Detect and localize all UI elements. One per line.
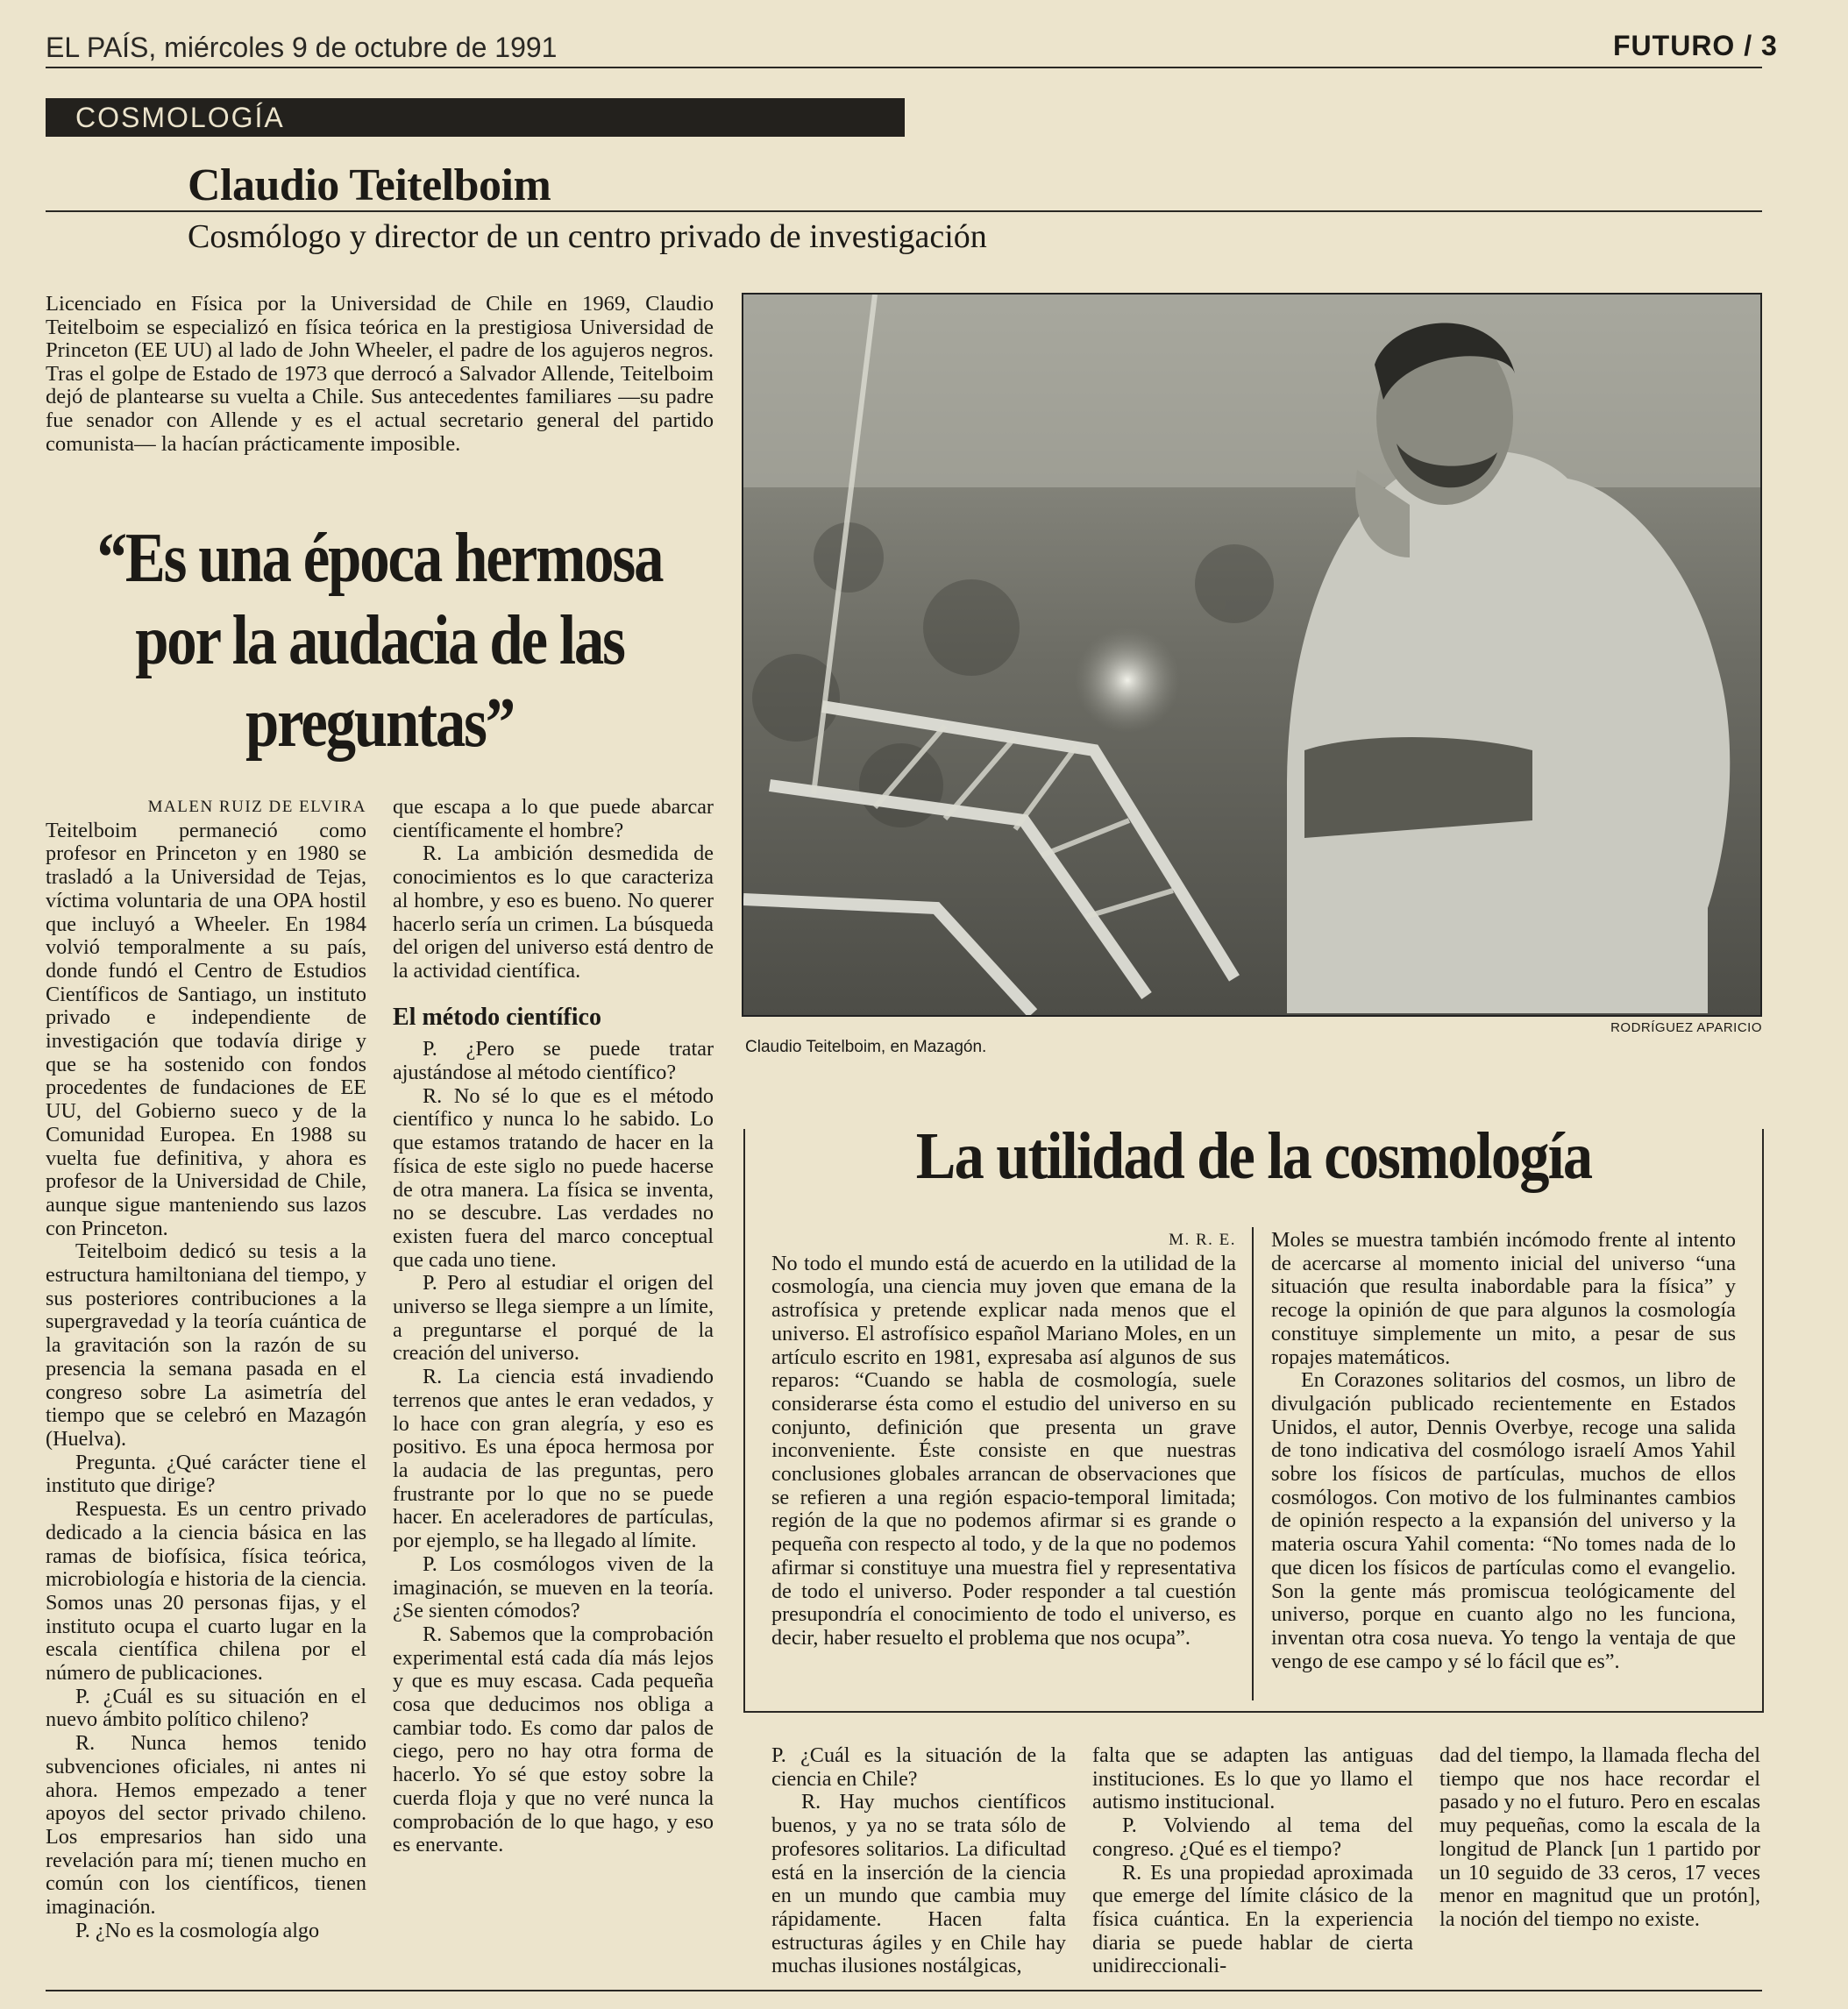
article-paragraph: dad del tiempo, la llamada flecha del tiempo que nos hace recordar el pasado y no el futuro. Pero en escalas muy pequeñas, como la escala de la longitud de Planck [un 1 partido por un 10 seguido de 33 ceros, 17 veces menor en magnitud que un protón], la noción del tiempo no existe. bbox=[1439, 1743, 1760, 1931]
name-rule bbox=[46, 210, 1762, 212]
article-paragraph: R. No sé lo que es el método científico y nunca lo he sabido. Lo que estamos tratando de hacer en la física de este siglo no puede hacerse de otra manera. La física se inventa, no se descubre. Las verdades no existen fuera del marco conceptual que cada uno tiene. bbox=[393, 1083, 714, 1272]
sidebar-paragraph: Moles se muestra también incómodo frente al intento de acercarse al momento inicial del universo “una situación que resulta inabordable para la física” y recoge la opinión de que para algunos la cosmología constituye simplemente un mito, a pesar de sus ropajes matemáticos. bbox=[1271, 1228, 1736, 1369]
article-paragraph: P. Volviendo al tema del congreso. ¿Qué es el tiempo? bbox=[1092, 1814, 1413, 1861]
sidebar-column-divider bbox=[1252, 1227, 1254, 1700]
profile-description: Cosmólogo y director de un centro privado de investigación bbox=[188, 218, 987, 255]
page-section-number: FUTURO / 3 bbox=[1613, 30, 1778, 61]
article-column-2 bbox=[393, 796, 714, 1857]
article-paragraph: R. La ciencia está invadiendo terrenos que antes le eran vedados, y lo hace con gran alegría, y eso es positivo. Es una época hermosa por la audacia de las preguntas, pero frustrante por lo que no se puede hacer. En aceleradores de partículas, por ejemplo, se ha llegado al límite. bbox=[393, 1365, 714, 1553]
photo-caption: Claudio Teitelboim, en Mazagón. bbox=[745, 1038, 987, 1056]
article-paragraph: R. La ambición desmedida de conocimientos es lo que caracteriza al hombre, y eso es bueno. No querer hacerlo sería un crimen. La búsqueda del origen del universo está dentro de la actividad científica. bbox=[393, 841, 714, 983]
article-column-3 bbox=[771, 1744, 1066, 1978]
article-paragraph: P. Los cosmólogos viven de la imaginación, se mueven en la teoría. ¿Se sienten cómodos? bbox=[393, 1551, 714, 1623]
article-paragraph: P. ¿Cuál es la situación de la ciencia en Chile? bbox=[771, 1743, 1066, 1791]
article-paragraph: R. Nunca hemos tenido subvenciones oficiales, ni antes ni ahora. Hemos empezado a tener apoyos del sector privado chileno. Los empresarios han sido una revelación para mí; tienen mucho en común con los científicos, tienen imaginación. bbox=[46, 1731, 366, 1920]
article-column-5 bbox=[1439, 1744, 1760, 1932]
photo-illustration bbox=[743, 295, 1760, 1015]
sidebar-byline: M. R. E. bbox=[1169, 1231, 1236, 1249]
profile-intro: Licenciado en Física por la Universidad de Chile en 1969, Claudio Teitelboim se especializó en física teórica en la prestigiosa Universidad de Princeton (EE UU) al lado de John Wheeler, el padre de los agujeros negros. Tras el golpe de Estado de 1973 que derrocó a Salvador Allende, Teitelboim dejó de plantearse su vuelta a Chile. Sus antecedentes familiares —su padre fue senador con Allende y es el actual secretario general del partido comunista— la hacían prácticamente imposible. bbox=[46, 292, 714, 456]
sidebar-title: La utilidad de la cosmología bbox=[915, 1119, 1592, 1193]
masthead-rule bbox=[46, 67, 1762, 68]
article-paragraph: P. ¿Cuál es su situación en el nuevo ámbito político chileno? bbox=[46, 1684, 366, 1732]
sidebar-column-2 bbox=[1271, 1229, 1736, 1673]
article-column-1 bbox=[46, 796, 366, 1942]
article-paragraph: R. Es una propiedad aproximada que emerge del límite clásico de la física cuántica. En la experiencia diaria se puede hablar de cierta unidireccionali- bbox=[1092, 1860, 1413, 1978]
article-byline: MALEN RUIZ DE ELVIRA bbox=[147, 798, 366, 816]
portrait-photo bbox=[742, 293, 1762, 1017]
article-paragraph: Teitelboim permaneció como profesor en Princeton y en 1980 se trasladó a la Universidad de Tejas, víctima voluntaria de una OPA hostil que incluyó a Wheeler. En 1984 volvió temporalmente a su país, donde fundó el Centro de Estudios Científicos de Santiago, un instituto privado e independiente de investigación que todavía dirige y que se ha sostenido con fondos procedentes de fundaciones de EE UU, del Gobierno sueco y de la Comunidad Europea. En 1988 su vuelta fue definitiva, y ahora es profesor de la Universidad de Chile, aunque sigue manteniendo sus lazos con Princeton. bbox=[46, 818, 366, 1240]
sidebar-column-1 bbox=[771, 1229, 1236, 1651]
article-paragraph: R. Sabemos que la comprobación experimental está cada día más lejos y que es muy escasa. Cada pequeña cosa que deducimos nos obliga a cambiar todo. Es como dar palos de ciego, pero no hay otra forma de hacerlo. Yo sé que estoy sobre la cuerda floja y que no veré nunca la comprobación de lo que hago, y eso es enervante. bbox=[393, 1622, 714, 1857]
interview-headline: “Es una época hermosa por la audacia de las preguntas” bbox=[96, 520, 663, 762]
article-subhead: El método científico bbox=[393, 1003, 601, 1031]
section-label: COSMOLOGÍA bbox=[46, 98, 905, 137]
article-paragraph: R. Hay muchos científicos buenos, y ya no se trata sólo de profesores solitarios. La dificultad está en la inserción de la ciencia en un mundo que cambia muy rápidamente. Hacen falta estructuras ágiles y en Chile hay muchas ilusiones nostálgicas, bbox=[771, 1790, 1066, 1978]
article-paragraph: Respuesta. Es un centro privado dedicado a la ciencia básica en las ramas de biofísica, física teórica, microbiología e historia de la ciencia. Somos unas 20 personas fijas, y el instituto ocupa el cuarto lugar en la escala científica chilena por el número de publicaciones. bbox=[46, 1497, 366, 1686]
profile-name: Claudio Teitelboim bbox=[188, 160, 551, 210]
photo-credit: RODRÍGUEZ APARICIO bbox=[1610, 1020, 1762, 1035]
article-column-4 bbox=[1092, 1744, 1413, 1978]
article-paragraph: Pregunta. ¿Qué carácter tiene el instituto que dirige? bbox=[46, 1450, 366, 1498]
article-paragraph: P. ¿Pero se puede tratar ajustándose al método científico? bbox=[393, 1037, 714, 1085]
article-paragraph: que escapa a lo que puede abarcar científicamente el hombre? bbox=[393, 795, 714, 842]
bleed-through-text bbox=[1210, 175, 1231, 273]
sidebar-paragraph: No todo el mundo está de acuerdo en la utilidad de la cosmología, una ciencia muy joven que emana de la astrofísica y pretende explicar nada menos que el universo. El astrofísico español Mariano Moles, en un artículo escrito en 1981, expresaba así algunos de sus reparos: “Cuando se habla de cosmología, suele considerarse ésta como el estudio del universo en su conjunto, definición que presenta un grave inconveniente. Éste consiste en que nuestras conclusiones globales arrancan de observaciones que se refieren a una región espacio-temporal limitada; región de la que no podemos afirmar si es grande o pequeña con respecto al todo, y de la que no podemos afirmar si constituye una muestra fiel y representativa de todo el universo. Poder responder a tal cuestión presupondría el conocimiento de todo el universo, es decir, haber resuelto el problema que nos ocupa”. bbox=[771, 1251, 1236, 1650]
masthead-date: EL PAÍS, miércoles 9 de octubre de 1991 bbox=[46, 32, 558, 63]
sidebar-paragraph: En Corazones solitarios del cosmos, un libro de divulgación publicado recientemente en Estados Unidos, el autor, Dennis Overbye, recoge una salida de tono indicativa del cosmólogo israelí Amos Yahil sobre los físicos de partículas, muchos de ellos cosmólogos. Con motivo de los fulminantes cambios de opinión respecto a la expansión del universo y la materia oscura Yahil comenta: “No tomes nada de lo que dicen los físicos de partículas como el evangelio. Son la gente más promiscua teológicamente del universo, porque en cuanto algo no les funciona, inventan otra cosa nueva. Yo tengo la ventaja de que vengo de ese campo y sé lo fácil que es”. bbox=[1271, 1368, 1736, 1673]
article-paragraph: falta que se adapten las antiguas instituciones. Es lo que yo llamo el autismo institucional. bbox=[1092, 1743, 1413, 1814]
article-paragraph: P. ¿No es la cosmología algo bbox=[75, 1918, 320, 1942]
article-paragraph: Teitelboim dedicó su tesis a la estructura hamiltoniana del tiempo, y sus posteriores contribuciones a la supergravedad y la teoría cuántica de la gravitación son la razón de su presencia la semana pasada en el congreso sobre La asimetría del tiempo que se celebró en Mazagón (Huelva). bbox=[46, 1239, 366, 1451]
article-paragraph: P. Pero al estudiar el origen del universo se llega siempre a un límite, a preguntarse el porqué de la creación del universo. bbox=[393, 1271, 714, 1366]
bottom-rule bbox=[46, 1990, 1762, 1991]
